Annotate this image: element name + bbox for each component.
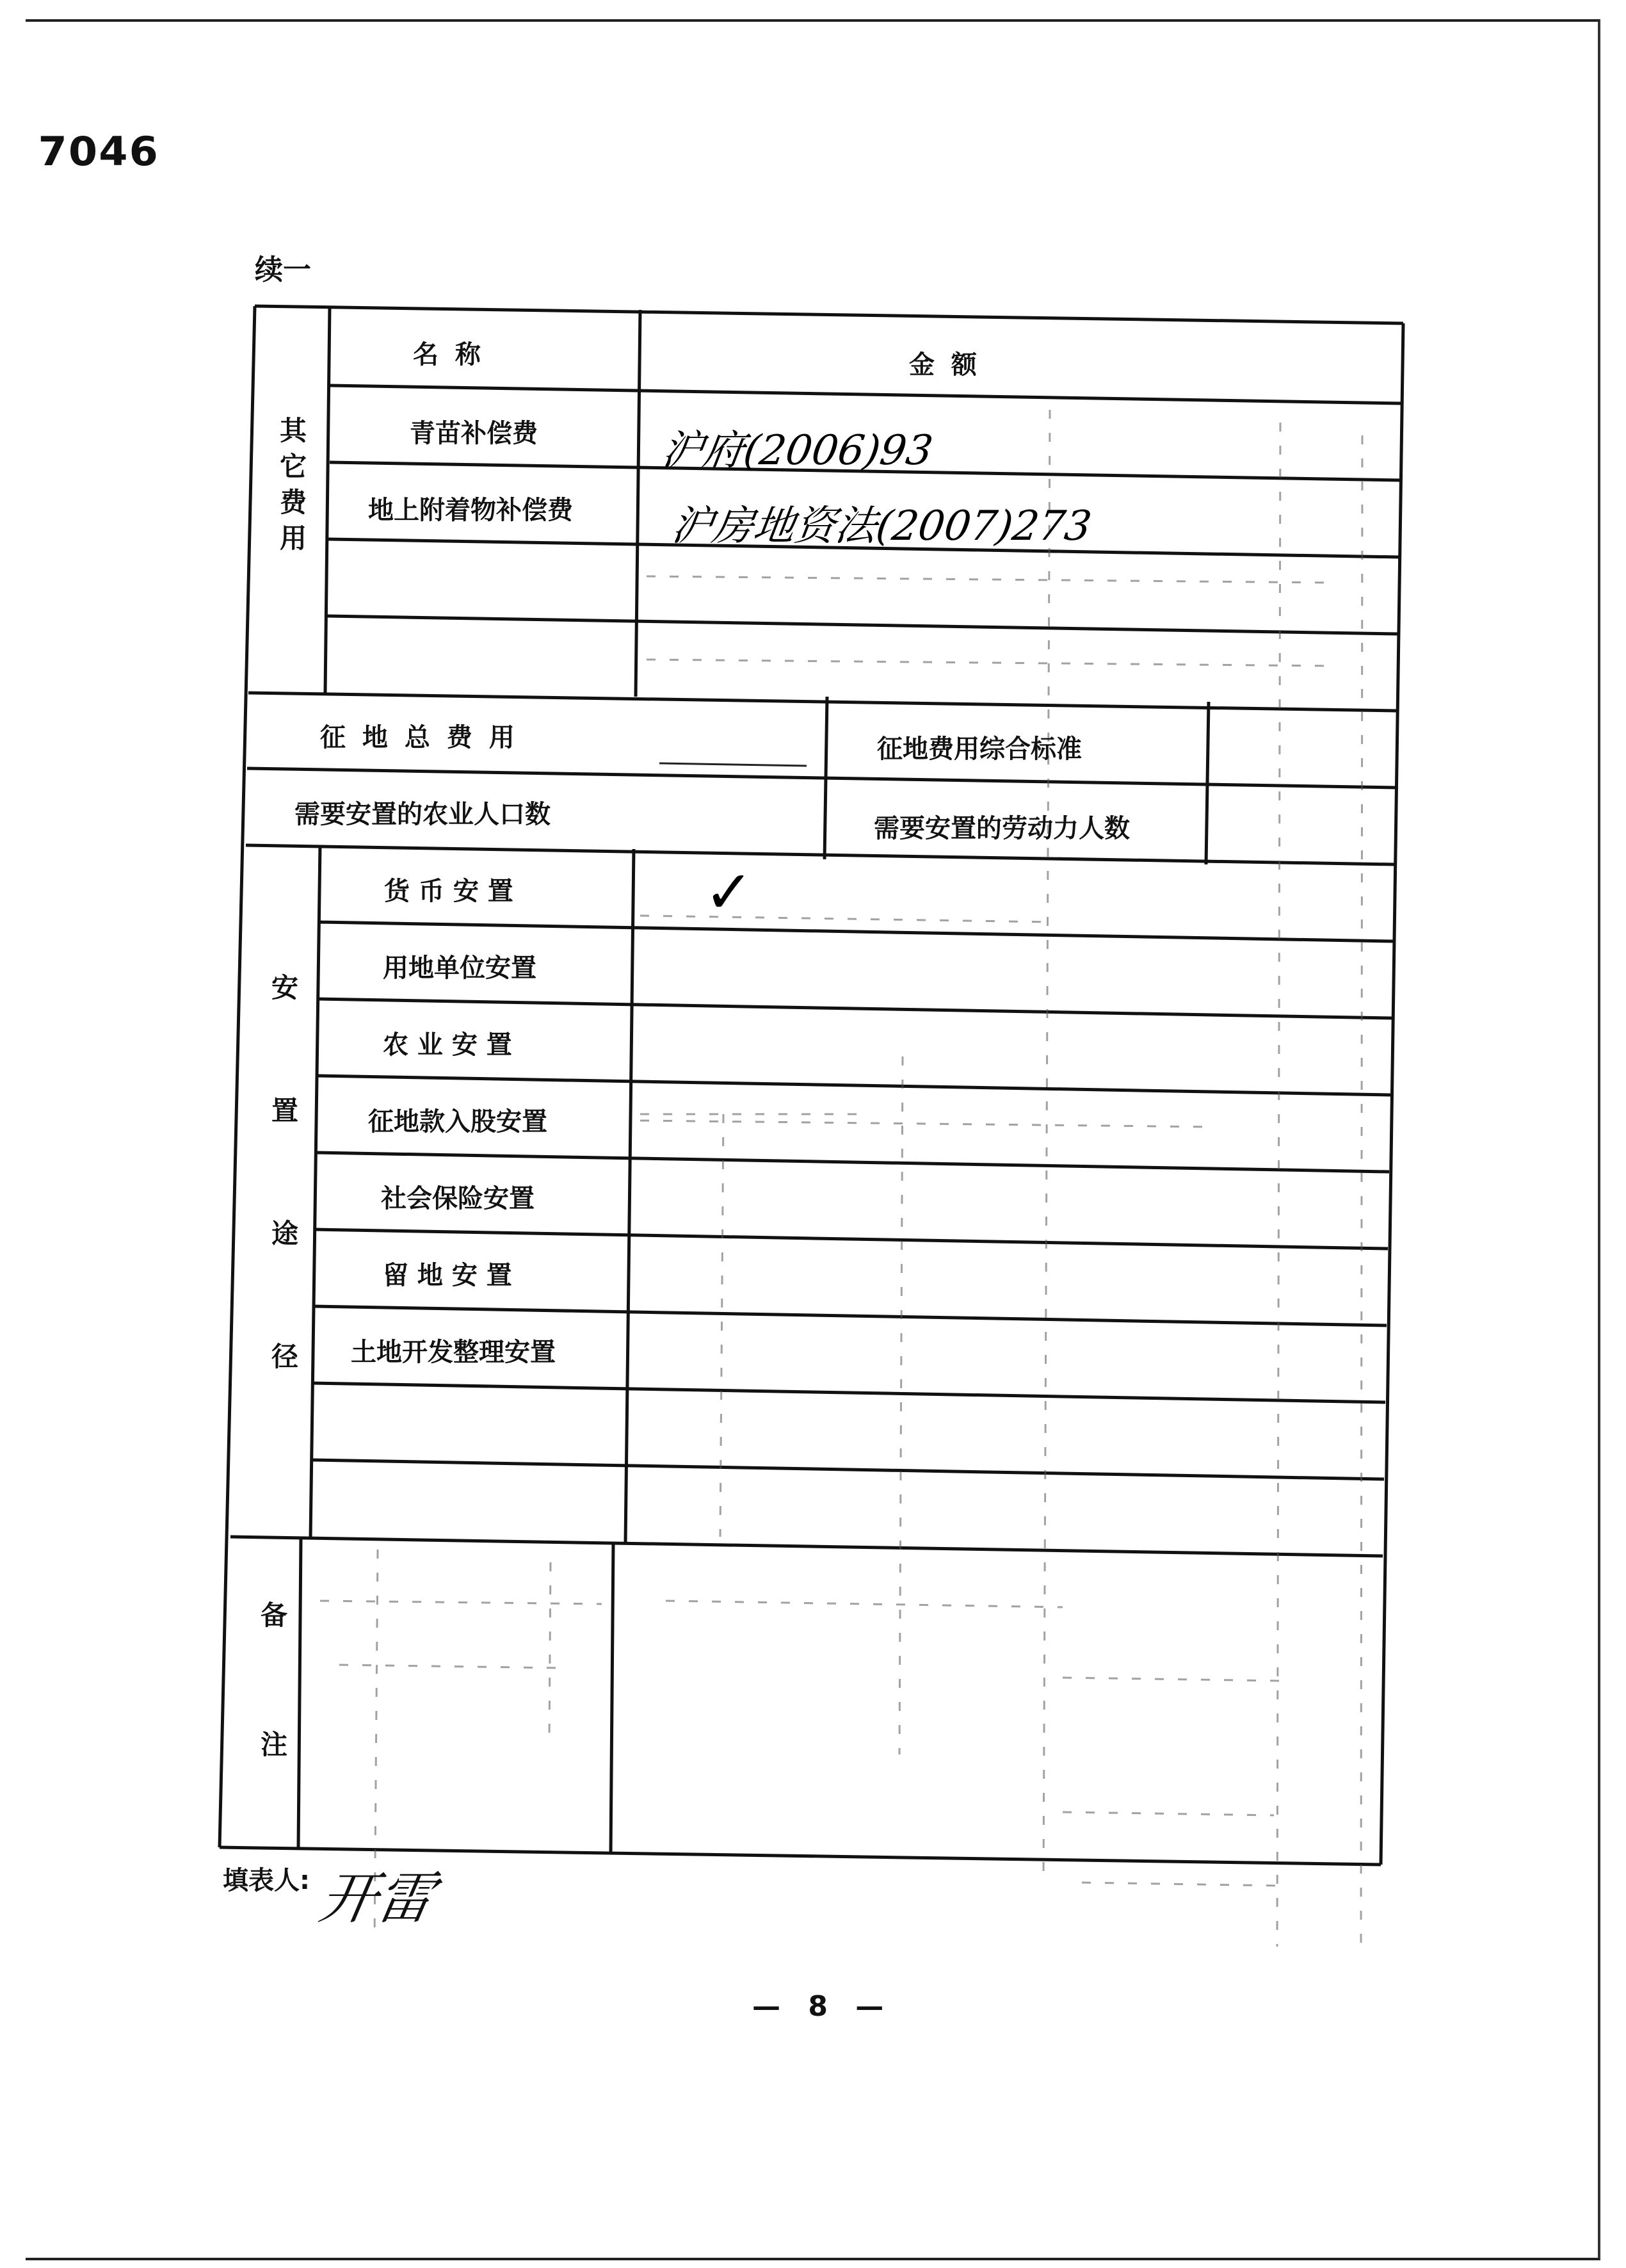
footer-page-number: — 8 — <box>752 1990 893 2023</box>
continuation-label: 续一 <box>255 254 311 286</box>
resettle-equity-label: 征地款入股安置 <box>368 1107 547 1137</box>
resettle-employer-label: 用地单位安置 <box>383 953 536 983</box>
resettle-monetary-label: 货 币 安 置 <box>384 877 513 906</box>
total-fee-label: 征 地 总 费 用 <box>320 723 519 752</box>
resettle-social-insurance-label: 社会保险安置 <box>381 1184 535 1213</box>
resettle-land-development-label: 土地开发整理安置 <box>351 1338 556 1367</box>
remarks-label: 备注 <box>257 1601 288 1859</box>
agri-population-label: 需要安置的农业人口数 <box>294 800 551 829</box>
other-fees-group-label: 其它费用 <box>276 416 307 560</box>
row-attachment-compensation-amount: 沪房地资法(2007)273 <box>668 503 1095 550</box>
row-attachment-compensation-label: 地上附着物补偿费 <box>368 496 573 525</box>
filler-signature: 开雷 <box>314 1865 439 1931</box>
resettle-agriculture-label: 农 业 安 置 <box>383 1030 512 1060</box>
row-seedling-compensation-amount: 沪府(2006)93 <box>658 427 936 474</box>
comprehensive-standard-label: 征地费用综合标准 <box>877 734 1082 764</box>
labor-count-label: 需要安置的劳动力人数 <box>874 814 1130 843</box>
resettlement-group-label: 安置途径 <box>268 973 299 1465</box>
resettle-monetary-checkmark: ✓ <box>704 858 754 927</box>
row-seedling-compensation-label: 青苗补偿费 <box>410 419 538 448</box>
page-number: 7046 <box>38 128 160 175</box>
header-name: 名 称 <box>413 340 485 369</box>
resettle-reserved-land-label: 留 地 安 置 <box>383 1261 512 1290</box>
filler-label: 填表人: <box>223 1866 310 1895</box>
header-amount: 金 额 <box>909 350 981 380</box>
total-fee-underline <box>659 763 807 766</box>
